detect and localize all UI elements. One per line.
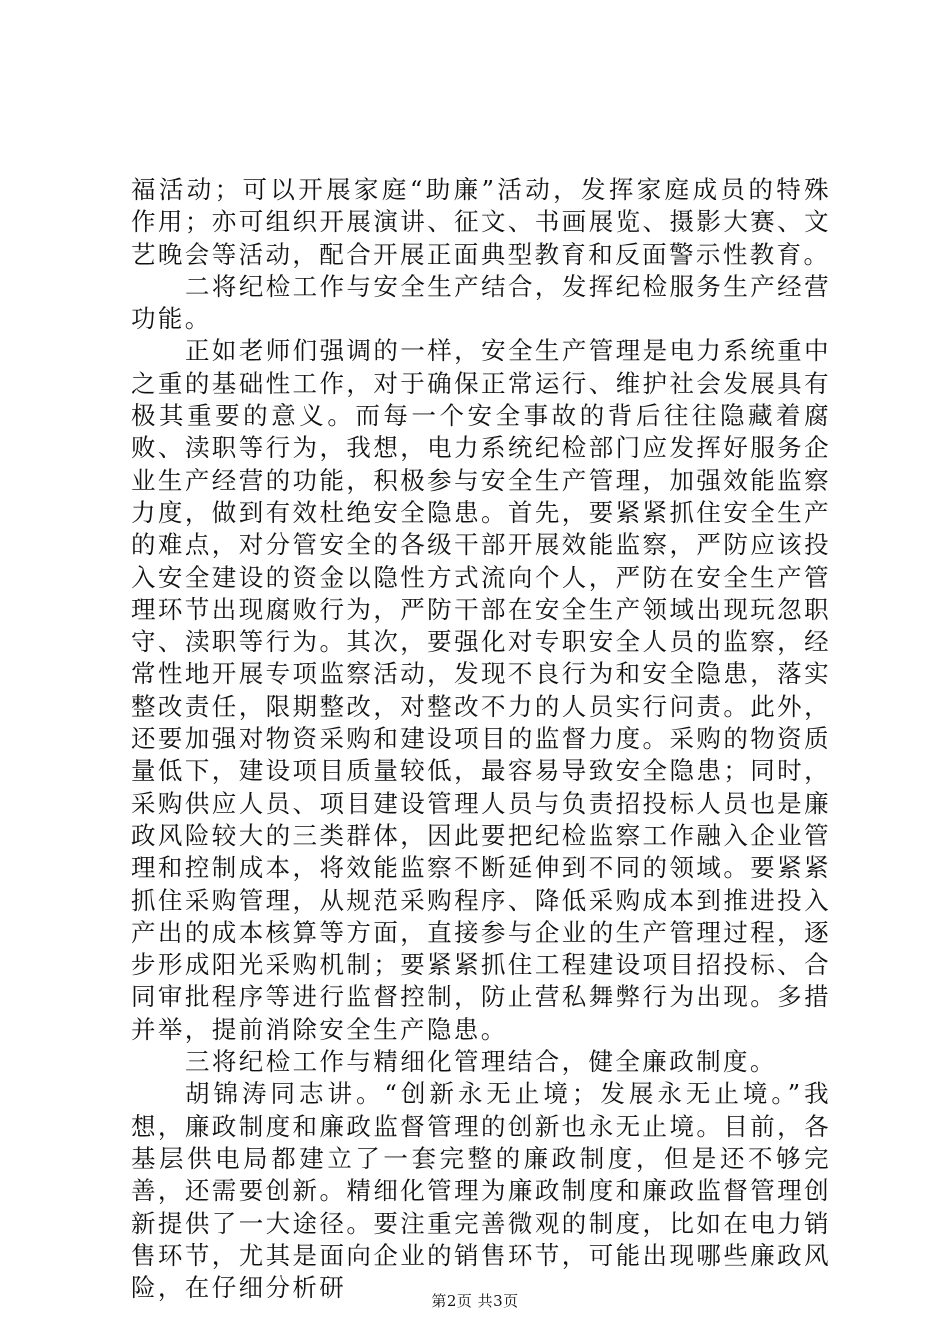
page-footer: 第2页 共3页 <box>431 1292 519 1310</box>
paragraph-innovation: 胡锦涛同志讲。“创新永无止境；发展永无止境。”我想，廉政制度和廉政监督管理的创新也永无止境。目前，各基层供电局都建立了一套完整的廉政制度，但是还不够完善，还需要创新。精细化管理为廉政制度和廉政监督管理创新提供了一大途径。要注重完善微观的制度，比如在电力销售环节，尤其是面向企业的销售环节，可能出现哪些廉政风险，在仔细分析研 <box>131 1079 831 1303</box>
section-heading-three: 三将纪检工作与精细化管理结合，健全廉政制度。 <box>185 1047 777 1077</box>
paragraph-continuation: 福活动；可以开展家庭“助廉”活动，发挥家庭成员的特殊作用；亦可组织开展演讲、征文、书画展览、摄影大赛、文艺晚会等活动，配合开展正面典型教育和反面警示性教育。 <box>131 175 831 269</box>
document-body <box>131 174 831 1304</box>
paragraph-safety-production: 正如老师们强调的一样，安全生产管理是电力系统重中之重的基础性工作，对于确保正常运行、维护社会发展具有极其重要的意义。而每一个安全事故的背后往往隐藏着腐败、渎职等行为，我想，电力系统纪检部门应发挥好服务企业生产经营的功能，积极参与安全生产管理，加强效能监察力度，做到有效杜绝安全隐患。首先，要紧紧抓住安全生产的难点，对分管安全的各级干部开展效能监察，严防应该投入安全建设的资金以隐性方式流向个人，严防在安全生产管理环节出现腐败行为，严防干部在安全生产领域出现玩忽职守、渎职等行为。其次，要强化对专职安全人员的监察，经常性地开展专项监察活动，发现不良行为和安全隐患，落实整改责任，限期整改，对整改不力的人员实行问责。此外，还要加强对物资采购和建设项目的监督力度。采购的物资质量低下，建设项目质量较低，最容易导致安全隐患；同时，采购供应人员、项目建设管理人员与负责招投标人员也是廉政风险较大的三类群体，因此要把纪检监察工作融入企业管理和控制成本，将效能监察不断延伸到不同的领域。要紧紧抓住采购管理，从规范采购程序、降低采购成本到推进投入产出的成本核算等方面，直接参与企业的生产管理过程，逐步形成阳光采购机制；要紧紧抓住工程建设项目招投标、合同审批程序等进行监督控制，防止营私舞弊行为出现。多措并举，提前消除安全生产隐患。 <box>131 336 831 1044</box>
section-heading-two: 二将纪检工作与安全生产结合，发挥纪检服务生产经营功能。 <box>131 271 831 334</box>
